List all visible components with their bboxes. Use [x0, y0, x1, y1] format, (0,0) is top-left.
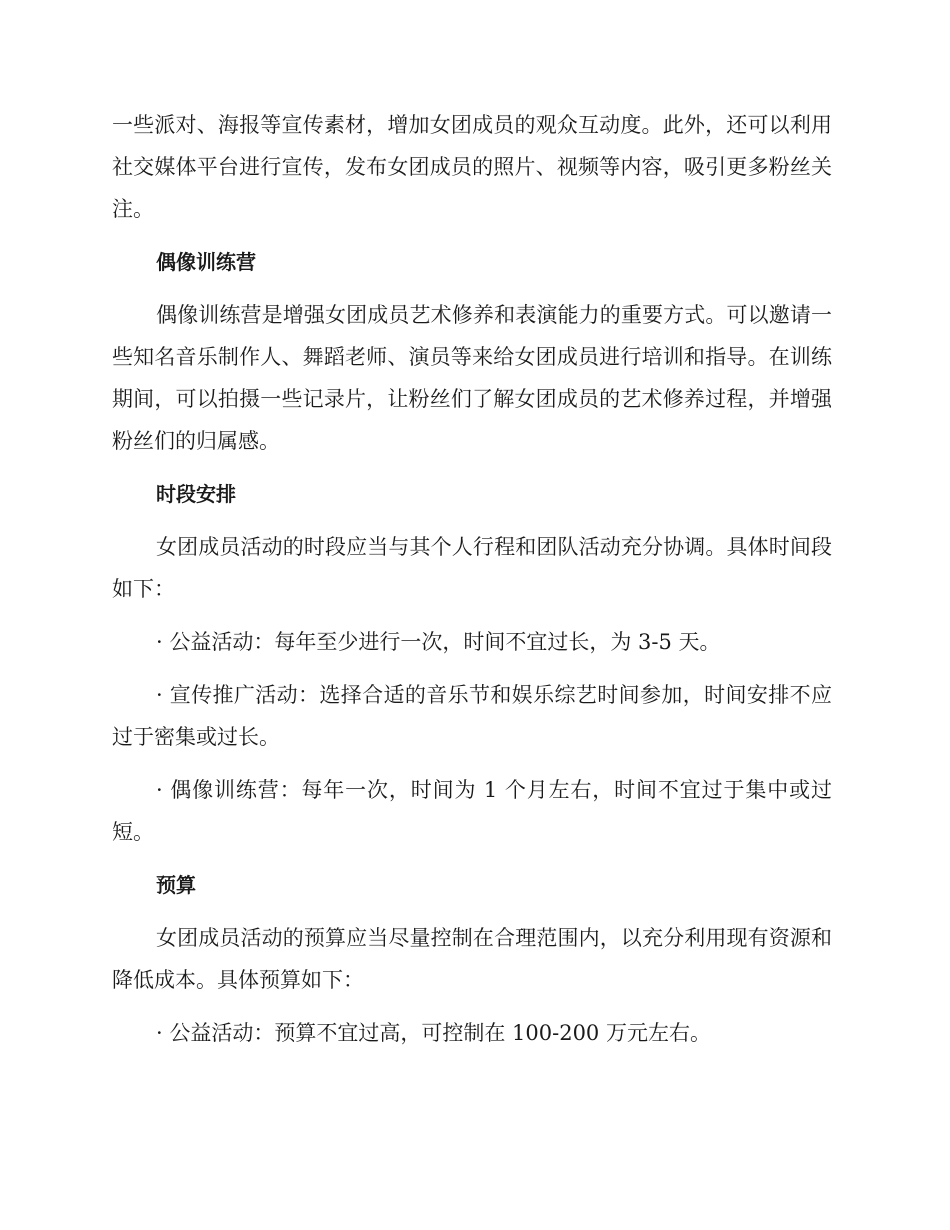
- idol-camp-paragraph: 偶像训练营是增强女团成员艺术修养和表演能力的重要方式。可以邀请一些知名音乐制作人、舞蹈老师、演员等来给女团成员进行培训和指导。在训练期间，可以拍摄一些记录片，让粉丝们了解女团成员的艺术修养过程，并增强粉丝们的归属感。: [112, 303, 832, 453]
- section-heading-budget: 预算: [156, 873, 196, 897]
- document-page: [112, 104, 832, 1065]
- intro-paragraph: 一些派对、海报等宣传素材，增加女团成员的观众互动度。此外，还可以利用社交媒体平台进行宣传，发布女团成员的照片、视频等内容，吸引更多粉丝关注。: [112, 113, 832, 221]
- schedule-paragraph: 女团成员活动的时段应当与其个人行程和团队活动充分协调。具体时间段如下：: [112, 535, 832, 601]
- budget-paragraph: 女团成员活动的预算应当尽量控制在合理范围内，以充分利用现有资源和降低成本。具体预算如下：: [112, 926, 832, 992]
- schedule-bullet-promotion: · 宣传推广活动：选择合适的音乐节和娱乐综艺时间参加，时间安排不应过于密集或过长。: [112, 683, 832, 749]
- schedule-bullet-idol-camp: · 偶像训练营：每年一次，时间为 1 个月左右，时间不宜过于集中或过短。: [112, 778, 832, 844]
- section-heading-idol-camp: 偶像训练营: [156, 250, 256, 274]
- section-heading-schedule: 时段安排: [156, 482, 236, 506]
- schedule-bullet-charity: · 公益活动：每年至少进行一次，时间不宜过长，为 3-5 天。: [156, 630, 721, 654]
- budget-bullet-charity: · 公益活动：预算不宜过高，可控制在 100-200 万元左右。: [156, 1021, 711, 1045]
